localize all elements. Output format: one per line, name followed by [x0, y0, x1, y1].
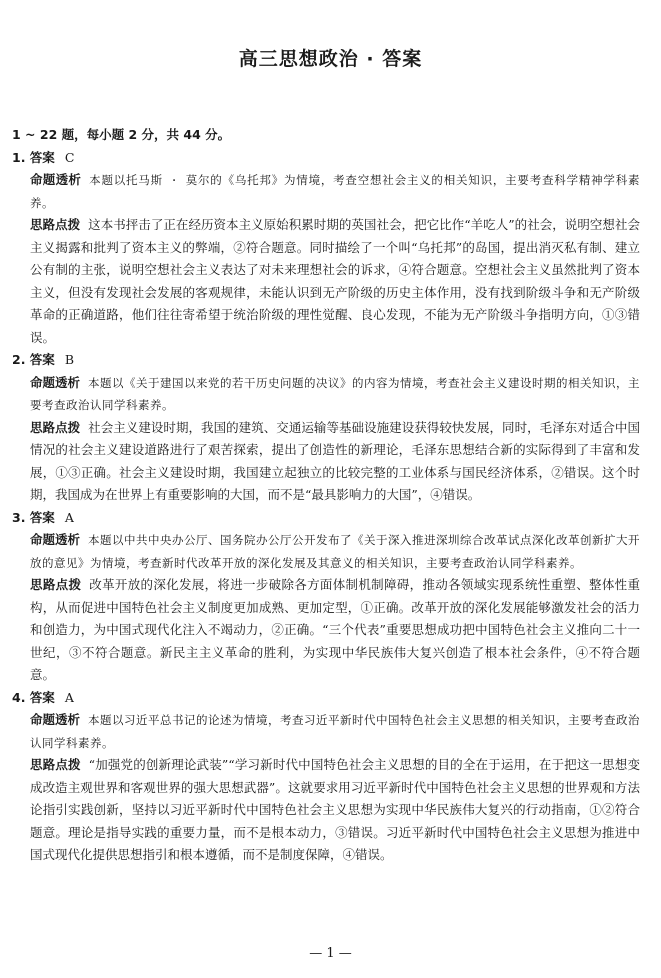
hint-text: 社会主义建设时期，我国的建筑、交通运输等基础设施建设获得较快发展，同时，毛泽东对适合中国情况的社会主义建设道路进行了艰苦探索，提出了创造性的新理论，毛泽东思想结合新的实际得到了丰富和发展，①③正确。社会主义建设时期，我国建立起独立的比较完整的工业体系与国民经济体系，②错误。这个时期，我国成为在世界上有重要影响的大国，而不是“最具影响力的大国”，④错误。 — [30, 419, 640, 502]
page-title: 高三思想政治 · 答案 — [238, 48, 423, 70]
question-number: 4. 答案 — [12, 689, 55, 705]
analysis-label: 命题透析 — [30, 172, 82, 187]
answer-letter: A — [64, 689, 74, 705]
question-block-4 — [12, 687, 640, 867]
analysis-text: 本题以《关于建国以来党的若干历史问题的决议》的内容为情境，考查社会主义建设时期的相关知识，主要考查政治认同学科素养。 — [30, 375, 641, 412]
question-number: 1. 答案 — [12, 149, 55, 165]
hint-label: 思路点拨 — [30, 577, 82, 592]
answer-letter: C — [64, 149, 75, 165]
hint-paragraph — [12, 214, 640, 349]
analysis-paragraph — [12, 709, 640, 754]
answer-content — [12, 124, 640, 867]
analysis-text: 本题以托马斯 · 莫尔的《乌托邦》为情境，考查空想社会主义的相关知识，主要考查科学精神学科素养。 — [30, 173, 640, 210]
question-block-3 — [12, 507, 640, 687]
hint-text: “加强党的创新理论武装”“学习新时代中国特色社会主义思想的目的全在于运用，在于把这一思想变成改造主观世界和客观世界的强大思想武器”。这就要求用习近平新时代中国特色社会主义思想的世界观和方法论指引实践创新，坚持以习近平新时代中国特色社会主义思想为实现中华民族伟大复兴的行动指南，①②符合题意。理论是指导实践的重要力量，而不是根本动力，③错误。习近平新时代中国特色社会主义思想为推进中国式现代化提供思想指引和根本遵循，而不是制度保障，④错误。 — [30, 757, 640, 862]
answer-letter: B — [64, 352, 74, 367]
analysis-label: 命题透析 — [30, 712, 81, 727]
hint-label: 思路点拨 — [30, 217, 81, 232]
analysis-label: 命题透析 — [30, 374, 81, 390]
question-block-2 — [12, 349, 640, 507]
question-answer-header — [12, 687, 640, 710]
page-number: — 1 — — [309, 946, 352, 961]
question-block-1 — [12, 147, 640, 350]
analysis-paragraph — [12, 372, 640, 417]
hint-label: 思路点拨 — [30, 419, 81, 435]
analysis-text: 本题以习近平总书记的论述为情境，考查习近平新时代中国特色社会主义思想的相关知识，主要考查政治认同学科素养。 — [30, 713, 641, 750]
analysis-paragraph — [12, 529, 640, 574]
section-intro: 1 ~ 22 题，每小题 2 分，共 44 分。 — [12, 127, 231, 142]
analysis-paragraph — [12, 169, 640, 214]
analysis-text: 本题以中共中央办公厅、国务院办公厅公开发布了《关于深入推进深圳综合改革试点深化改革创新扩大开放的意见》为情境，考查新时代改革开放的深化发展及其意义的相关知识，主要考查政治认同学科素养。 — [30, 533, 641, 570]
hint-text: 这本书抨击了正在经历资本主义原始积累时期的英国社会，把它比作“羊吃人”的社会，说明空想社会主义揭露和批判了资本主义的弊端，②符合题意。同时描绘了一个叫“乌托邦”的岛国，提出消灭私有制、建立公有制的主张，说明空想社会主义表达了对未来理想社会的诉求，④符合题意。空想社会主义虽然批判了资本主义，但没有发现社会发展的客观规律，未能认识到无产阶级的历史主体作用，没有找到阶级斗争和无产阶级革命的正确道路，他们往往寄希望于统治阶级的理性觉醒、良心发现，不能为无产阶级斗争指明方向，①③错误。 — [30, 217, 640, 345]
hint-label: 思路点拨 — [30, 757, 81, 772]
question-answer-header — [12, 507, 640, 530]
question-answer-header — [12, 349, 640, 372]
question-number: 3. 答案 — [12, 509, 55, 525]
analysis-label: 命题透析 — [30, 532, 81, 547]
question-answer-header — [12, 147, 640, 170]
answer-letter: A — [64, 509, 74, 525]
hint-paragraph — [12, 574, 640, 687]
hint-paragraph — [12, 417, 640, 507]
question-number: 2. 答案 — [12, 352, 55, 367]
hint-paragraph — [12, 754, 640, 867]
hint-text: 改革开放的深化发展，将进一步破除各方面体制机制障碍，推动各领域实现系统性重塑、整体性重构，从而促进中国特色社会主义制度更加成熟、更加定型，①正确。改革开放的深化发展能够激发社会的活力和创造力，为中国式现代化注入不竭动力，②正确。“三个代表”重要思想成功把中国特色社会主义推向二十一世纪，③不符合题意。新民主主义革命的胜利，为实现中华民族伟大复兴创造了根本社会条件，④不符合题意。 — [30, 577, 640, 682]
